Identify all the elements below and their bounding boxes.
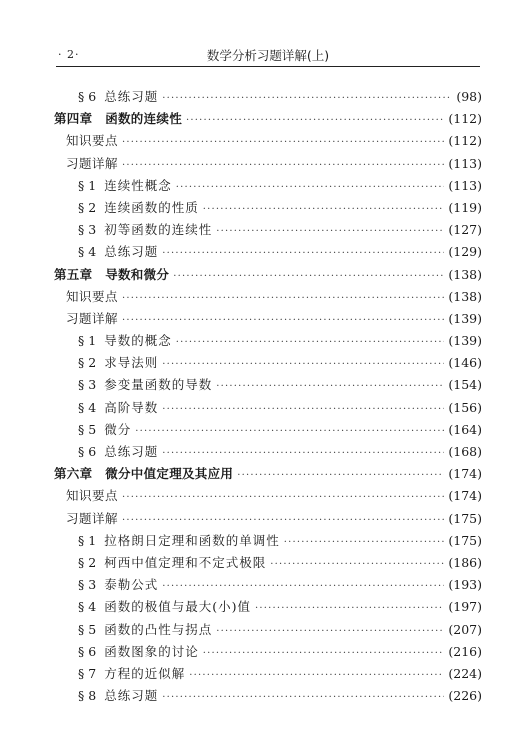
toc-page-number: (112) [448,133,482,149]
section-title: 连续函数的性质 [104,199,199,215]
toc-page-number: (193) [448,577,482,593]
running-header [56,44,480,67]
section-title: 第四章 函数的连续性 [54,111,183,127]
section-number: § 1 [78,532,97,548]
toc-entry-label [78,220,212,238]
section-title: 总练习题 [104,244,159,260]
dot-leader [237,470,444,481]
section-title: 导数的概念 [104,333,172,349]
section-title: 函数图象的讨论 [104,643,199,659]
section-title: 连续性概念 [104,177,172,193]
dot-leader [216,626,444,637]
toc-entry-label [66,287,118,305]
dot-leader [135,426,444,437]
section-title: 拉格朗日定理和函数的单调性 [104,532,280,548]
toc-entry-label [78,575,158,593]
toc-page-number: (207) [448,621,482,637]
section-number: § 3 [78,377,97,393]
section-number: § 2 [78,355,97,371]
section-number: § 6 [78,643,97,659]
dot-leader [122,315,444,326]
dot-leader [203,648,445,659]
toc-chapter[interactable] [54,109,482,131]
toc-entry[interactable] [54,176,482,198]
section-title: 求导法则 [104,355,159,371]
section-title: 总练习题 [104,444,159,459]
toc-entry[interactable] [54,620,482,642]
section-title: 习题详解 [66,155,119,171]
toc-entry-label [78,176,172,194]
toc-page-number: (129) [448,244,482,260]
toc-page-number: (164) [448,421,482,437]
section-title: 知识要点 [66,133,119,149]
toc-entry[interactable] [54,309,482,331]
dot-leader [122,293,444,304]
toc-entry[interactable] [54,531,482,553]
section-title: 初等函数的连续性 [104,222,213,238]
toc-entry-label [78,597,251,615]
dot-leader [162,581,444,592]
dot-leader [189,670,444,681]
toc-page-number: (168) [448,444,482,459]
toc-entry-label [54,265,169,283]
section-number: § 3 [78,577,97,593]
toc-entry-label [54,109,182,127]
toc-entry-label [78,331,172,349]
section-number: § 1 [78,333,97,349]
dot-leader [162,448,444,459]
toc-entry[interactable] [54,398,482,420]
section-title: 方程的近似解 [104,665,186,681]
toc-entry[interactable] [54,642,482,664]
toc-entry-label [66,509,118,527]
toc-entry[interactable] [54,375,482,397]
toc-entry-label [78,620,212,638]
toc-page-number: (174) [448,466,482,482]
toc-entry[interactable] [54,198,482,220]
toc-page-number: (226) [448,688,482,704]
toc-chapter[interactable] [54,265,482,287]
toc-chapter[interactable] [54,464,482,486]
section-title: 知识要点 [66,288,119,304]
dot-leader [122,492,444,503]
toc-page-number: (175) [448,532,482,548]
section-title: 习题详解 [66,310,119,326]
toc-page-number: (139) [448,333,482,349]
toc-entry[interactable] [54,553,482,575]
dot-leader [216,226,444,237]
dot-leader [162,692,444,703]
toc-entry[interactable] [54,597,482,619]
section-number: § 8 [78,688,97,704]
toc-entry[interactable] [54,154,482,176]
toc-entry[interactable] [54,486,482,508]
toc-entry-label [78,242,158,260]
section-title: 柯西中值定理和不定式极限 [104,554,267,570]
page-number: · 2· [58,48,80,61]
toc-entry[interactable] [54,131,482,153]
toc-entry-label [66,309,118,327]
toc-page-number: (197) [448,599,482,615]
toc-page-number: (112) [448,111,482,127]
toc-entry[interactable] [54,242,482,264]
section-title: 第五章 导数和微分 [54,266,170,282]
section-number: § 2 [78,554,97,570]
toc-entry[interactable] [54,220,482,242]
toc-entry-label [78,442,158,460]
dot-leader [216,381,444,392]
toc-entry[interactable] [54,686,482,708]
toc-page-number: (113) [448,177,482,193]
dot-leader [284,537,445,548]
section-title: 函数的极值与最大(小)值 [104,599,251,615]
dot-leader [162,404,444,415]
section-title: 习题详解 [66,510,119,526]
dot-leader [162,359,444,370]
toc-page-number: (156) [448,399,482,415]
dot-leader [255,603,444,614]
toc-entry[interactable] [54,87,482,109]
toc-entry-label [78,531,280,549]
section-number: § 5 [78,421,97,437]
section-title: 泰勒公式 [104,577,159,593]
section-number: § 4 [78,399,97,415]
section-title: 微分 [104,421,132,437]
section-number: § 1 [78,177,97,193]
toc-page-number: (224) [448,665,482,681]
section-title: 参变量函数的导数 [104,377,213,393]
section-number: § 4 [78,244,97,260]
toc-entry-label [78,87,158,105]
toc-entry[interactable] [54,331,482,353]
section-number: § 6 [78,89,97,104]
section-number: § 6 [78,444,97,459]
toc-entry-label [78,420,131,438]
dot-leader [176,182,445,193]
toc-entry[interactable] [54,509,482,531]
section-title: 知识要点 [66,488,119,504]
toc-entry[interactable] [54,442,482,464]
toc-page-number: (119) [448,199,482,215]
toc-entry-label [78,198,199,216]
toc-entry-label [66,154,118,172]
dot-leader [203,204,445,215]
section-title: 第六章 微分中值定理及其应用 [54,466,234,482]
toc-entry[interactable] [54,420,482,442]
section-title: 总练习题 [104,688,159,704]
toc-page-number: (154) [448,377,482,393]
toc-entry[interactable] [54,575,482,597]
toc-entry-label [78,398,158,416]
section-number: § 3 [78,222,97,238]
dot-leader [162,248,444,259]
toc-entry-label [66,486,118,504]
toc-page-number: (174) [448,488,482,504]
toc-page-number: (138) [448,288,482,304]
toc-page-number: (175) [448,510,482,526]
dot-leader [122,137,444,148]
dot-leader [173,271,444,282]
toc-page-number: (98) [456,89,482,104]
section-title: 总练习题 [104,89,159,104]
toc-entry-label [54,464,233,482]
section-number: § 5 [78,621,97,637]
toc-entry-label [78,553,266,571]
toc-entry[interactable] [54,664,482,686]
toc-entry-label [66,131,118,149]
toc-page-number: (186) [448,554,482,570]
section-title: 高阶导数 [104,399,159,415]
book-title: 数学分析习题详解(上) [206,48,330,63]
toc-page-number: (127) [448,222,482,238]
section-title: 函数的凸性与拐点 [104,621,213,637]
toc-entry-label [78,353,158,371]
section-number: § 4 [78,599,97,615]
section-number: § 2 [78,199,97,215]
toc-page-number: (216) [448,643,482,659]
toc-entry-label [78,642,199,660]
toc-entry-label [78,686,158,704]
dot-leader [186,115,444,126]
dot-leader [122,160,444,171]
toc-page-number: (146) [448,355,482,371]
table-of-contents [54,87,482,708]
dot-leader [162,93,452,104]
toc-entry[interactable] [54,353,482,375]
toc-entry-label [78,375,212,393]
toc-entry[interactable] [54,287,482,309]
toc-entry-label [78,664,185,682]
dot-leader [122,515,444,526]
toc-page-number: (138) [448,266,482,282]
section-number: § 7 [78,665,97,681]
toc-page-number: (139) [448,310,482,326]
dot-leader [270,559,444,570]
dot-leader [176,337,445,348]
toc-page-number: (113) [448,155,482,171]
